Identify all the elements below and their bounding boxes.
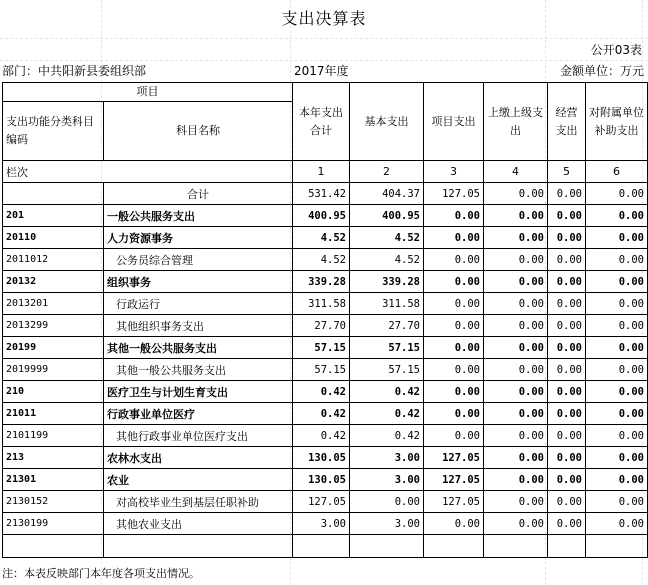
row-value: 0.00 xyxy=(484,271,548,293)
column-number: 4 xyxy=(484,161,548,183)
row-value: 4.52 xyxy=(350,249,424,271)
header-project: 项目 xyxy=(3,83,293,102)
row-value: 0.00 xyxy=(548,249,586,271)
row-value: 0.00 xyxy=(424,293,484,315)
header-name: 科目名称 xyxy=(104,102,293,161)
row-name: 医疗卫生与计划生育支出 xyxy=(104,381,293,403)
header-business: 经营支出 xyxy=(548,83,586,161)
footnote: 注：本表反映部门本年度各项支出情况。 xyxy=(2,567,200,580)
row-value: 0.00 xyxy=(548,205,586,227)
table-row xyxy=(3,513,648,535)
row-name: 其他组织事务支出 xyxy=(104,315,293,337)
blank-cell xyxy=(350,535,424,558)
unit-label: 金额单位：万元 xyxy=(559,64,644,78)
row-code: 21011 xyxy=(3,403,104,425)
gridline xyxy=(0,38,648,39)
blank-cell xyxy=(484,535,548,558)
row-name: 公务员综合管理 xyxy=(104,249,293,271)
row-value: 0.00 xyxy=(548,227,586,249)
row-value: 0.42 xyxy=(293,425,350,447)
row-value: 0.00 xyxy=(484,447,548,469)
row-value: 0.00 xyxy=(548,491,586,513)
blank-cell xyxy=(3,535,104,558)
row-name: 农业 xyxy=(104,469,293,491)
header-upper: 上缴上级支出 xyxy=(484,83,548,161)
blank-cell xyxy=(293,535,350,558)
row-value: 0.00 xyxy=(586,403,648,425)
row-value: 400.95 xyxy=(293,205,350,227)
row-value: 311.58 xyxy=(293,293,350,315)
row-value: 0.00 xyxy=(484,293,548,315)
row-value: 0.00 xyxy=(424,359,484,381)
row-value: 130.05 xyxy=(293,469,350,491)
row-value: 311.58 xyxy=(350,293,424,315)
row-value: 0.00 xyxy=(484,337,548,359)
row-value: 127.05 xyxy=(293,491,350,513)
header-basic: 基本支出 xyxy=(350,83,424,161)
row-value: 130.05 xyxy=(293,447,350,469)
table-row xyxy=(3,249,648,271)
row-value: 0.42 xyxy=(350,381,424,403)
header-code: 支出功能分类科目编码 xyxy=(3,102,104,161)
expenditure-table xyxy=(2,82,648,558)
blank-cell xyxy=(548,535,586,558)
row-value: 0.00 xyxy=(424,205,484,227)
row-value: 0.00 xyxy=(586,469,648,491)
row-value: 4.52 xyxy=(293,249,350,271)
column-number: 3 xyxy=(424,161,484,183)
row-value: 0.42 xyxy=(350,403,424,425)
header-row xyxy=(3,83,648,102)
column-row-label: 栏次 xyxy=(3,161,293,183)
row-value: 0.00 xyxy=(586,227,648,249)
row-value: 57.15 xyxy=(293,337,350,359)
row-value: 0.00 xyxy=(548,403,586,425)
row-value: 0.00 xyxy=(548,271,586,293)
row-code: 201 xyxy=(3,205,104,227)
row-value: 4.52 xyxy=(293,227,350,249)
row-value: 127.05 xyxy=(424,447,484,469)
table-row xyxy=(3,227,648,249)
table-row xyxy=(3,381,648,403)
row-value: 27.70 xyxy=(350,315,424,337)
blank-cell xyxy=(104,535,293,558)
row-value: 0.42 xyxy=(293,403,350,425)
row-value: 0.00 xyxy=(586,381,648,403)
row-value: 57.15 xyxy=(350,359,424,381)
row-value: 0.00 xyxy=(586,249,648,271)
row-code: 2019999 xyxy=(3,359,104,381)
row-code: 20110 xyxy=(3,227,104,249)
row-code: 2101199 xyxy=(3,425,104,447)
blank-cell xyxy=(586,535,648,558)
page-title: 支出决算表 xyxy=(281,9,367,28)
blank-cell xyxy=(424,535,484,558)
row-value: 0.00 xyxy=(484,227,548,249)
row-value: 0.00 xyxy=(424,425,484,447)
row-value: 0.00 xyxy=(484,513,548,535)
row-value: 0.00 xyxy=(586,205,648,227)
table-row xyxy=(3,491,648,513)
row-value: 0.00 xyxy=(586,183,648,205)
table-row xyxy=(3,359,648,381)
row-value: 0.00 xyxy=(484,315,548,337)
row-value: 531.42 xyxy=(293,183,350,205)
row-name: 人力资源事务 xyxy=(104,227,293,249)
row-value: 0.00 xyxy=(586,337,648,359)
row-value: 0.00 xyxy=(548,359,586,381)
row-value: 0.00 xyxy=(484,205,548,227)
row-name: 对高校毕业生到基层任职补助 xyxy=(104,491,293,513)
row-value: 57.15 xyxy=(293,359,350,381)
row-value: 57.15 xyxy=(350,337,424,359)
table-row xyxy=(3,271,648,293)
row-value: 339.28 xyxy=(350,271,424,293)
row-value: 0.00 xyxy=(548,315,586,337)
row-name: 合计 xyxy=(104,183,293,205)
row-value: 0.00 xyxy=(548,381,586,403)
row-value: 0.00 xyxy=(586,447,648,469)
table-row xyxy=(3,315,648,337)
table-row xyxy=(3,447,648,469)
row-code: 20132 xyxy=(3,271,104,293)
row-value: 0.00 xyxy=(484,249,548,271)
row-name: 农林水支出 xyxy=(104,447,293,469)
row-value: 3.00 xyxy=(293,513,350,535)
column-number: 5 xyxy=(548,161,586,183)
row-value: 0.00 xyxy=(424,337,484,359)
header-project-expense: 项目支出 xyxy=(424,83,484,161)
row-value: 127.05 xyxy=(424,183,484,205)
row-value: 0.00 xyxy=(424,315,484,337)
table-row xyxy=(3,469,648,491)
table-row xyxy=(3,293,648,315)
table-row xyxy=(3,403,648,425)
row-value: 0.00 xyxy=(424,513,484,535)
row-code: 210 xyxy=(3,381,104,403)
row-name: 一般公共服务支出 xyxy=(104,205,293,227)
row-value: 4.52 xyxy=(350,227,424,249)
column-number: 2 xyxy=(350,161,424,183)
table-row xyxy=(3,425,648,447)
row-value: 0.00 xyxy=(484,183,548,205)
row-value: 0.00 xyxy=(350,491,424,513)
column-number: 6 xyxy=(586,161,648,183)
row-value: 0.00 xyxy=(484,359,548,381)
row-value: 0.00 xyxy=(548,425,586,447)
row-code: 21301 xyxy=(3,469,104,491)
year-label: 2017年度 xyxy=(294,64,349,78)
row-value: 127.05 xyxy=(424,469,484,491)
row-value: 0.00 xyxy=(484,425,548,447)
row-value: 27.70 xyxy=(293,315,350,337)
row-value: 0.00 xyxy=(548,469,586,491)
row-value: 0.00 xyxy=(548,337,586,359)
row-value: 0.00 xyxy=(548,513,586,535)
row-value: 0.00 xyxy=(484,403,548,425)
row-value: 0.00 xyxy=(586,359,648,381)
row-value: 0.00 xyxy=(548,293,586,315)
row-value: 0.00 xyxy=(548,447,586,469)
table-row xyxy=(3,337,648,359)
row-name: 组织事务 xyxy=(104,271,293,293)
row-value: 0.00 xyxy=(586,271,648,293)
row-name: 行政运行 xyxy=(104,293,293,315)
row-value: 0.00 xyxy=(586,425,648,447)
row-value: 0.00 xyxy=(586,513,648,535)
form-number: 公开03表 xyxy=(590,43,642,57)
department-label: 部门：中共阳新县委组织部 xyxy=(2,64,147,78)
row-value: 400.95 xyxy=(350,205,424,227)
header-subsidy: 对附属单位补助支出 xyxy=(586,83,648,161)
row-value: 339.28 xyxy=(293,271,350,293)
row-value: 0.00 xyxy=(424,381,484,403)
row-value: 0.00 xyxy=(424,403,484,425)
row-value: 3.00 xyxy=(350,469,424,491)
header-total: 本年支出合计 xyxy=(293,83,350,161)
row-name: 行政事业单位医疗 xyxy=(104,403,293,425)
row-value: 0.00 xyxy=(548,183,586,205)
row-code: 2130152 xyxy=(3,491,104,513)
row-value: 0.00 xyxy=(424,271,484,293)
row-value: 0.00 xyxy=(586,293,648,315)
row-code: 2013201 xyxy=(3,293,104,315)
row-name: 其他一般公共服务支出 xyxy=(104,337,293,359)
row-value: 404.37 xyxy=(350,183,424,205)
row-value: 0.00 xyxy=(484,469,548,491)
row-code: 2013299 xyxy=(3,315,104,337)
row-name: 其他一般公共服务支出 xyxy=(104,359,293,381)
row-code: 2011012 xyxy=(3,249,104,271)
row-value: 0.42 xyxy=(293,381,350,403)
row-code: 213 xyxy=(3,447,104,469)
row-value: 127.05 xyxy=(424,491,484,513)
row-value: 0.00 xyxy=(484,381,548,403)
row-value: 0.00 xyxy=(424,249,484,271)
row-value: 0.42 xyxy=(350,425,424,447)
row-value: 0.00 xyxy=(424,227,484,249)
column-number-row xyxy=(3,161,648,183)
row-value: 3.00 xyxy=(350,447,424,469)
table-row xyxy=(3,183,648,205)
row-value: 0.00 xyxy=(586,315,648,337)
row-value: 0.00 xyxy=(484,491,548,513)
row-name: 其他农业支出 xyxy=(104,513,293,535)
row-name: 其他行政事业单位医疗支出 xyxy=(104,425,293,447)
table-row xyxy=(3,205,648,227)
blank-row xyxy=(3,535,648,558)
row-value: 3.00 xyxy=(350,513,424,535)
row-value: 0.00 xyxy=(586,491,648,513)
row-code: 20199 xyxy=(3,337,104,359)
row-code xyxy=(3,183,104,205)
row-code: 2130199 xyxy=(3,513,104,535)
column-number: 1 xyxy=(293,161,350,183)
